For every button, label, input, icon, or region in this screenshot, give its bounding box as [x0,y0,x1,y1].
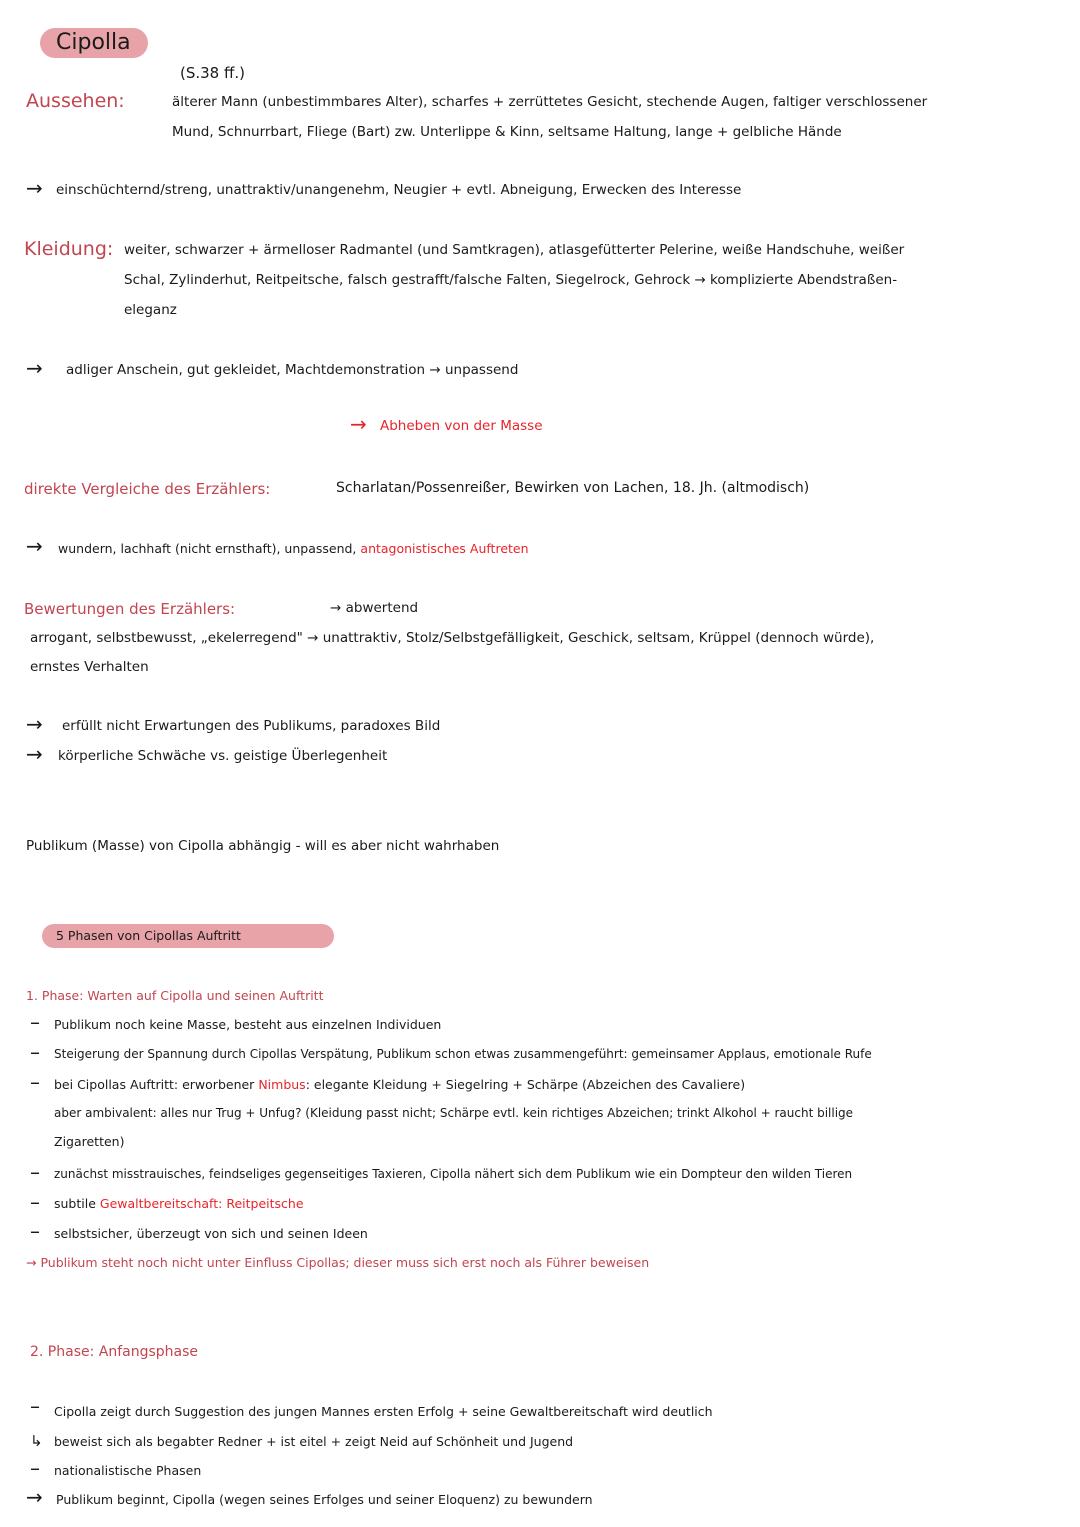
dash-icon: – [30,1190,40,1214]
arrow-icon: → [350,412,367,436]
phase1-bullet-3-post: : elegante Kleidung + Siegelring + Schärpe (Abzeichen des Cavaliere) [305,1077,746,1092]
phase1-bullet-3-pre: bei Cipollas Auftritt: erworbener [54,1077,255,1092]
phase1-bullet-3 [54,1077,745,1092]
fazit-item-1: erfüllt nicht Erwartungen des Publikums, paradoxes Bild [62,718,441,734]
kleidung-line-3: eleganz [124,302,177,318]
vergleiche-text: Scharlatan/Possenreißer, Bewirken von Lachen, 18. Jh. (altmodisch) [336,480,810,496]
kleidung-label: Kleidung: [24,238,114,260]
aussehen-label: Aussehen: [26,90,125,112]
arrow-icon: → [26,742,43,766]
phase2-heading: 2. Phase: Anfangsphase [30,1344,199,1360]
arrow-icon: → [26,1485,43,1509]
kleidung-highlight: Abheben von der Masse [380,418,543,434]
phase1-bullet-3-cont-2: Zigaretten) [54,1134,125,1149]
aussehen-result: einschüchternd/streng, unattraktiv/unangenehm, Neugier + evtl. Abneigung, Erwecken des Interesse [56,182,742,198]
kleidung-result: adliger Anschein, gut gekleidet, Machtdemonstration → unpassend [66,362,519,378]
phase2-bullet-3: nationalistische Phasen [54,1463,202,1478]
vergleiche-result-plain: wundern, lachhaft (nicht ernsthaft), unpassend, [58,541,357,556]
aussehen-line-2: Mund, Schnurrbart, Fliege (Bart) zw. Unterlippe & Kinn, seltsame Haltung, lange + gelbliche Hände [172,124,842,140]
vergleiche-result-red: antagonistisches Auftreten [360,541,529,556]
vergleiche-label: direkte Vergleiche des Erzählers: [24,480,271,498]
phase1-bullet-6: selbstsicher, überzeugt von sich und seinen Ideen [54,1226,368,1241]
dash-icon: – [30,1040,40,1064]
arrow-icon: → [26,534,43,558]
fazit-item-2: körperliche Schwäche vs. geistige Überlegenheit [58,748,388,764]
kleidung-line-1: weiter, schwarzer + ärmelloser Radmantel (und Samtkragen), atlasgefütterter Pelerine, weiße Handschuhe, weißer [124,242,905,258]
bewertungen-note: → abwertend [330,600,419,616]
aussehen-line-1: älterer Mann (unbestimmbares Alter), scharfes + zerrüttetes Gesicht, stechende Augen, faltiger verschlossener [172,94,928,110]
dash-icon: – [30,1010,40,1034]
dash-icon: – [30,1219,40,1243]
dash-icon: – [30,1456,40,1480]
phase1-bullet-1: Publikum noch keine Masse, besteht aus einzelnen Individuen [54,1017,442,1032]
page-reference: (S.38 ff.) [180,64,245,82]
phase2-bullet-1: Cipolla zeigt durch Suggestion des jungen Mannes ersten Erfolg + seine Gewaltbereitschaft wird deutlich [54,1404,713,1419]
dash-icon: – [30,1394,40,1418]
arrow-icon: → [26,176,43,200]
dash-icon: – [30,1160,40,1184]
bewertungen-label: Bewertungen des Erzählers: [24,600,236,618]
bewertungen-line-2: ernstes Verhalten [30,659,149,675]
dash-icon: – [30,1070,40,1094]
page-title: Cipolla [56,30,131,55]
phase1-bullet-5-pre: subtile [54,1196,96,1211]
hook-arrow-icon: ↳ [30,1432,43,1450]
phase1-heading: 1. Phase: Warten auf Cipolla und seinen Auftritt [26,988,324,1003]
bewertungen-line-1: arrogant, selbstbewusst, „ekelerregend" → unattraktiv, Stolz/Selbstgefälligkeit, Geschick, seltsam, Krüppel (dennoch würde), [30,630,875,646]
arrow-icon: → [26,356,43,380]
phase2-bullet-2: beweist sich als begabter Redner + ist eitel + zeigt Neid auf Schönheit und Jugend [54,1434,574,1449]
fazit-publikum: Publikum (Masse) von Cipolla abhängig - will es aber nicht wahrhaben [26,838,500,854]
phase1-bullet-4: zunächst misstrauisches, feindseliges gegenseitiges Taxieren, Cipolla nähert sich dem Publikum wie ein Dompteur den wilden Tieren [54,1167,853,1181]
phase1-bullet-2: Steigerung der Spannung durch Cipollas Verspätung, Publikum schon etwas zusammengeführt: gemeinsamer Applaus, emotionale Rufe [54,1047,872,1061]
phase1-bullet-3-cont-1: aber ambivalent: alles nur Trug + Unfug? (Kleidung passt nicht; Schärpe evtl. kein richtiges Abzeichen; trinkt Alkohol + raucht billige [54,1106,854,1120]
kleidung-line-2: Schal, Zylinderhut, Reitpeitsche, falsch gestrafft/falsche Falten, Siegelrock, Gehrock → komplizierte Abendstraßen- [124,272,898,288]
phase1-bullet-5 [54,1196,304,1211]
phase1-result: → Publikum steht noch nicht unter Einfluss Cipollas; dieser muss sich erst noch als Führer beweisen [26,1255,650,1270]
phase2-bullet-4: Publikum beginnt, Cipolla (wegen seines Erfolges und seiner Eloquenz) zu bewundern [56,1492,593,1507]
phase1-bullet-3-red: Nimbus [258,1077,306,1092]
phase1-bullet-5-red: Gewaltbereitschaft: Reitpeitsche [99,1196,304,1211]
arrow-icon: → [26,712,43,736]
vergleiche-result [58,541,529,556]
phasen-title: 5 Phasen von Cipollas Auftritt [56,928,241,943]
